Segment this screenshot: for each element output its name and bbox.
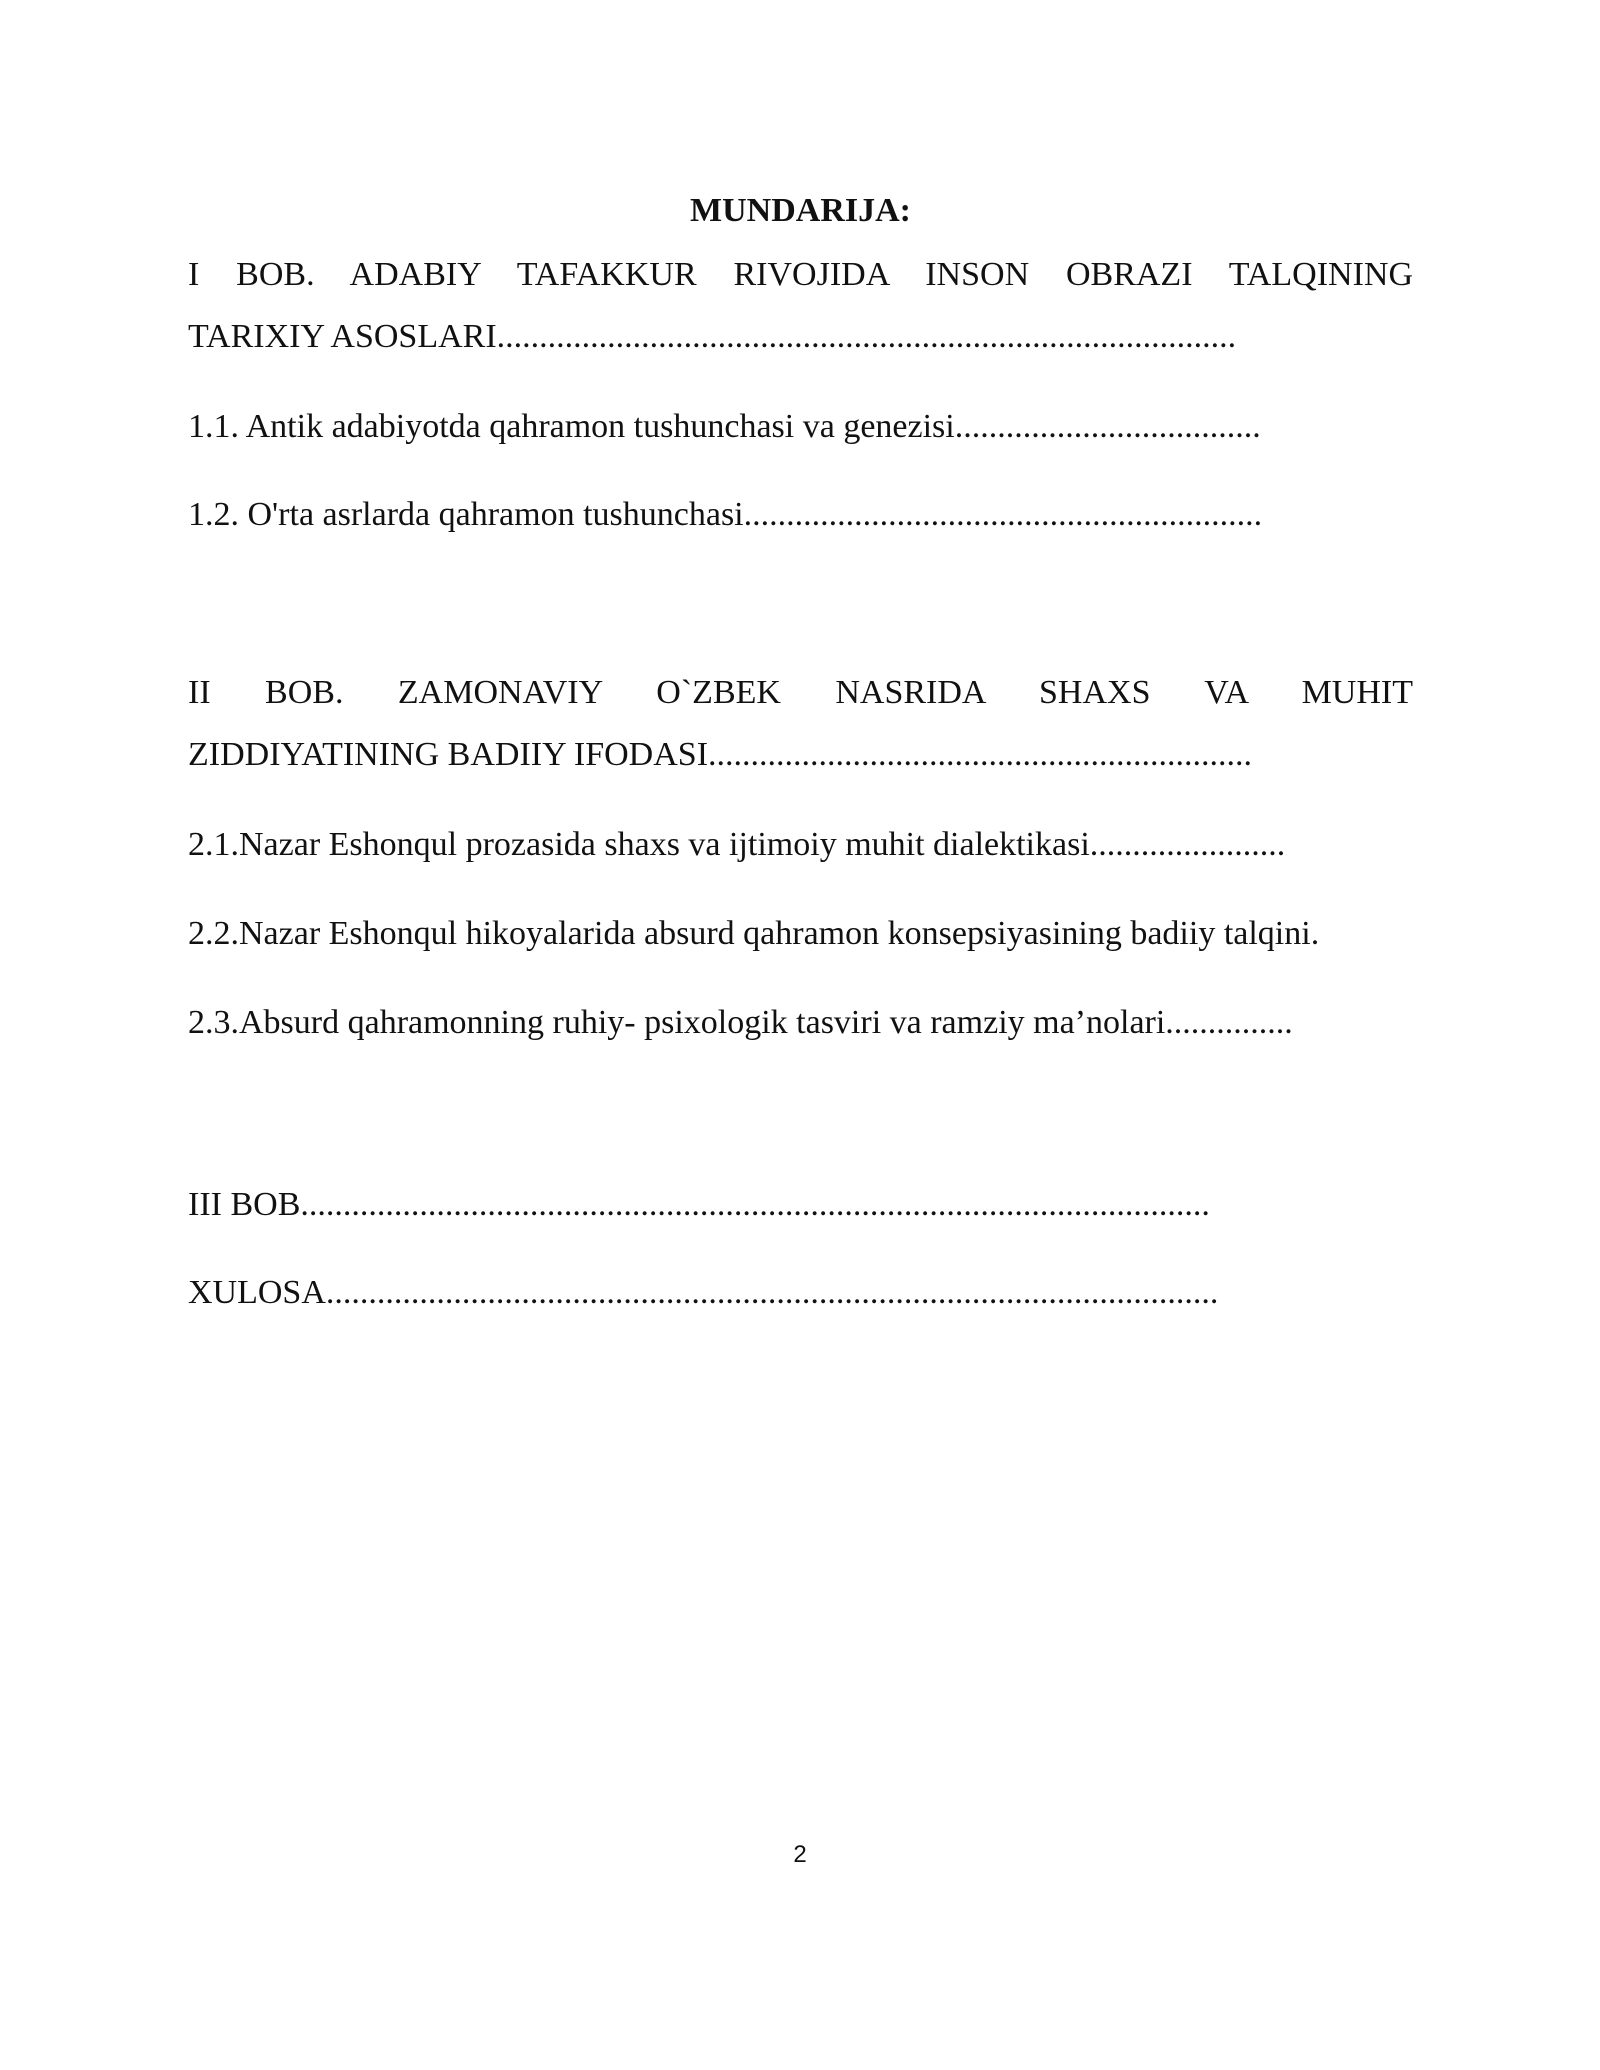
toc-entry-chapter-1 [188, 244, 1413, 368]
toc-entry-conclusion: XULOSA......................................................................................................... [188, 1274, 1219, 1311]
toc-entry-chapter-1-line-1: I BOB. ADABIY TAFAKKUR RIVOJIDA INSON OBRAZI TALQINING [188, 256, 1413, 293]
toc-entry-section-1-1: 1.1. Antik adabiyotda qahramon tushunchasi va genezisi.................................... [188, 408, 1261, 445]
page-title: MUNDARIJA: [690, 192, 911, 229]
toc-entry-chapter-1-line-2: TARIXIY ASOSLARI....................................................................................... [188, 318, 1237, 355]
toc-entry-chapter-3: III BOB........................................................................................................... [188, 1186, 1210, 1223]
toc-entry-section-2-1: 2.1.Nazar Eshonqul prozasida shaxs va ijtimoiy muhit dialektikasi....................... [188, 826, 1286, 863]
toc-entry-chapter-2-line-2: ZIDDIYATINING BADIIY IFODASI................................................................ [188, 736, 1253, 773]
toc-entry-chapter-2-line-1: II BOB. ZAMONAVIY O`ZBEK NASRIDA SHAXS VA MUHIT [188, 674, 1413, 711]
toc-entry-section-2-2: 2.2.Nazar Eshonqul hikoyalarida absurd qahramon konsepsiyasining badiiy talqini. [188, 915, 1320, 952]
toc-entry-section-2-3: 2.3.Absurd qahramonning ruhiy- psixologik tasviri va ramziy ma’nolari............... [188, 1004, 1293, 1041]
page-number: 2 [793, 1841, 807, 1868]
toc-entry-chapter-2 [188, 662, 1413, 786]
toc-entry-section-1-2: 1.2. O'rta asrlarda qahramon tushunchasi............................................................. [188, 496, 1263, 533]
